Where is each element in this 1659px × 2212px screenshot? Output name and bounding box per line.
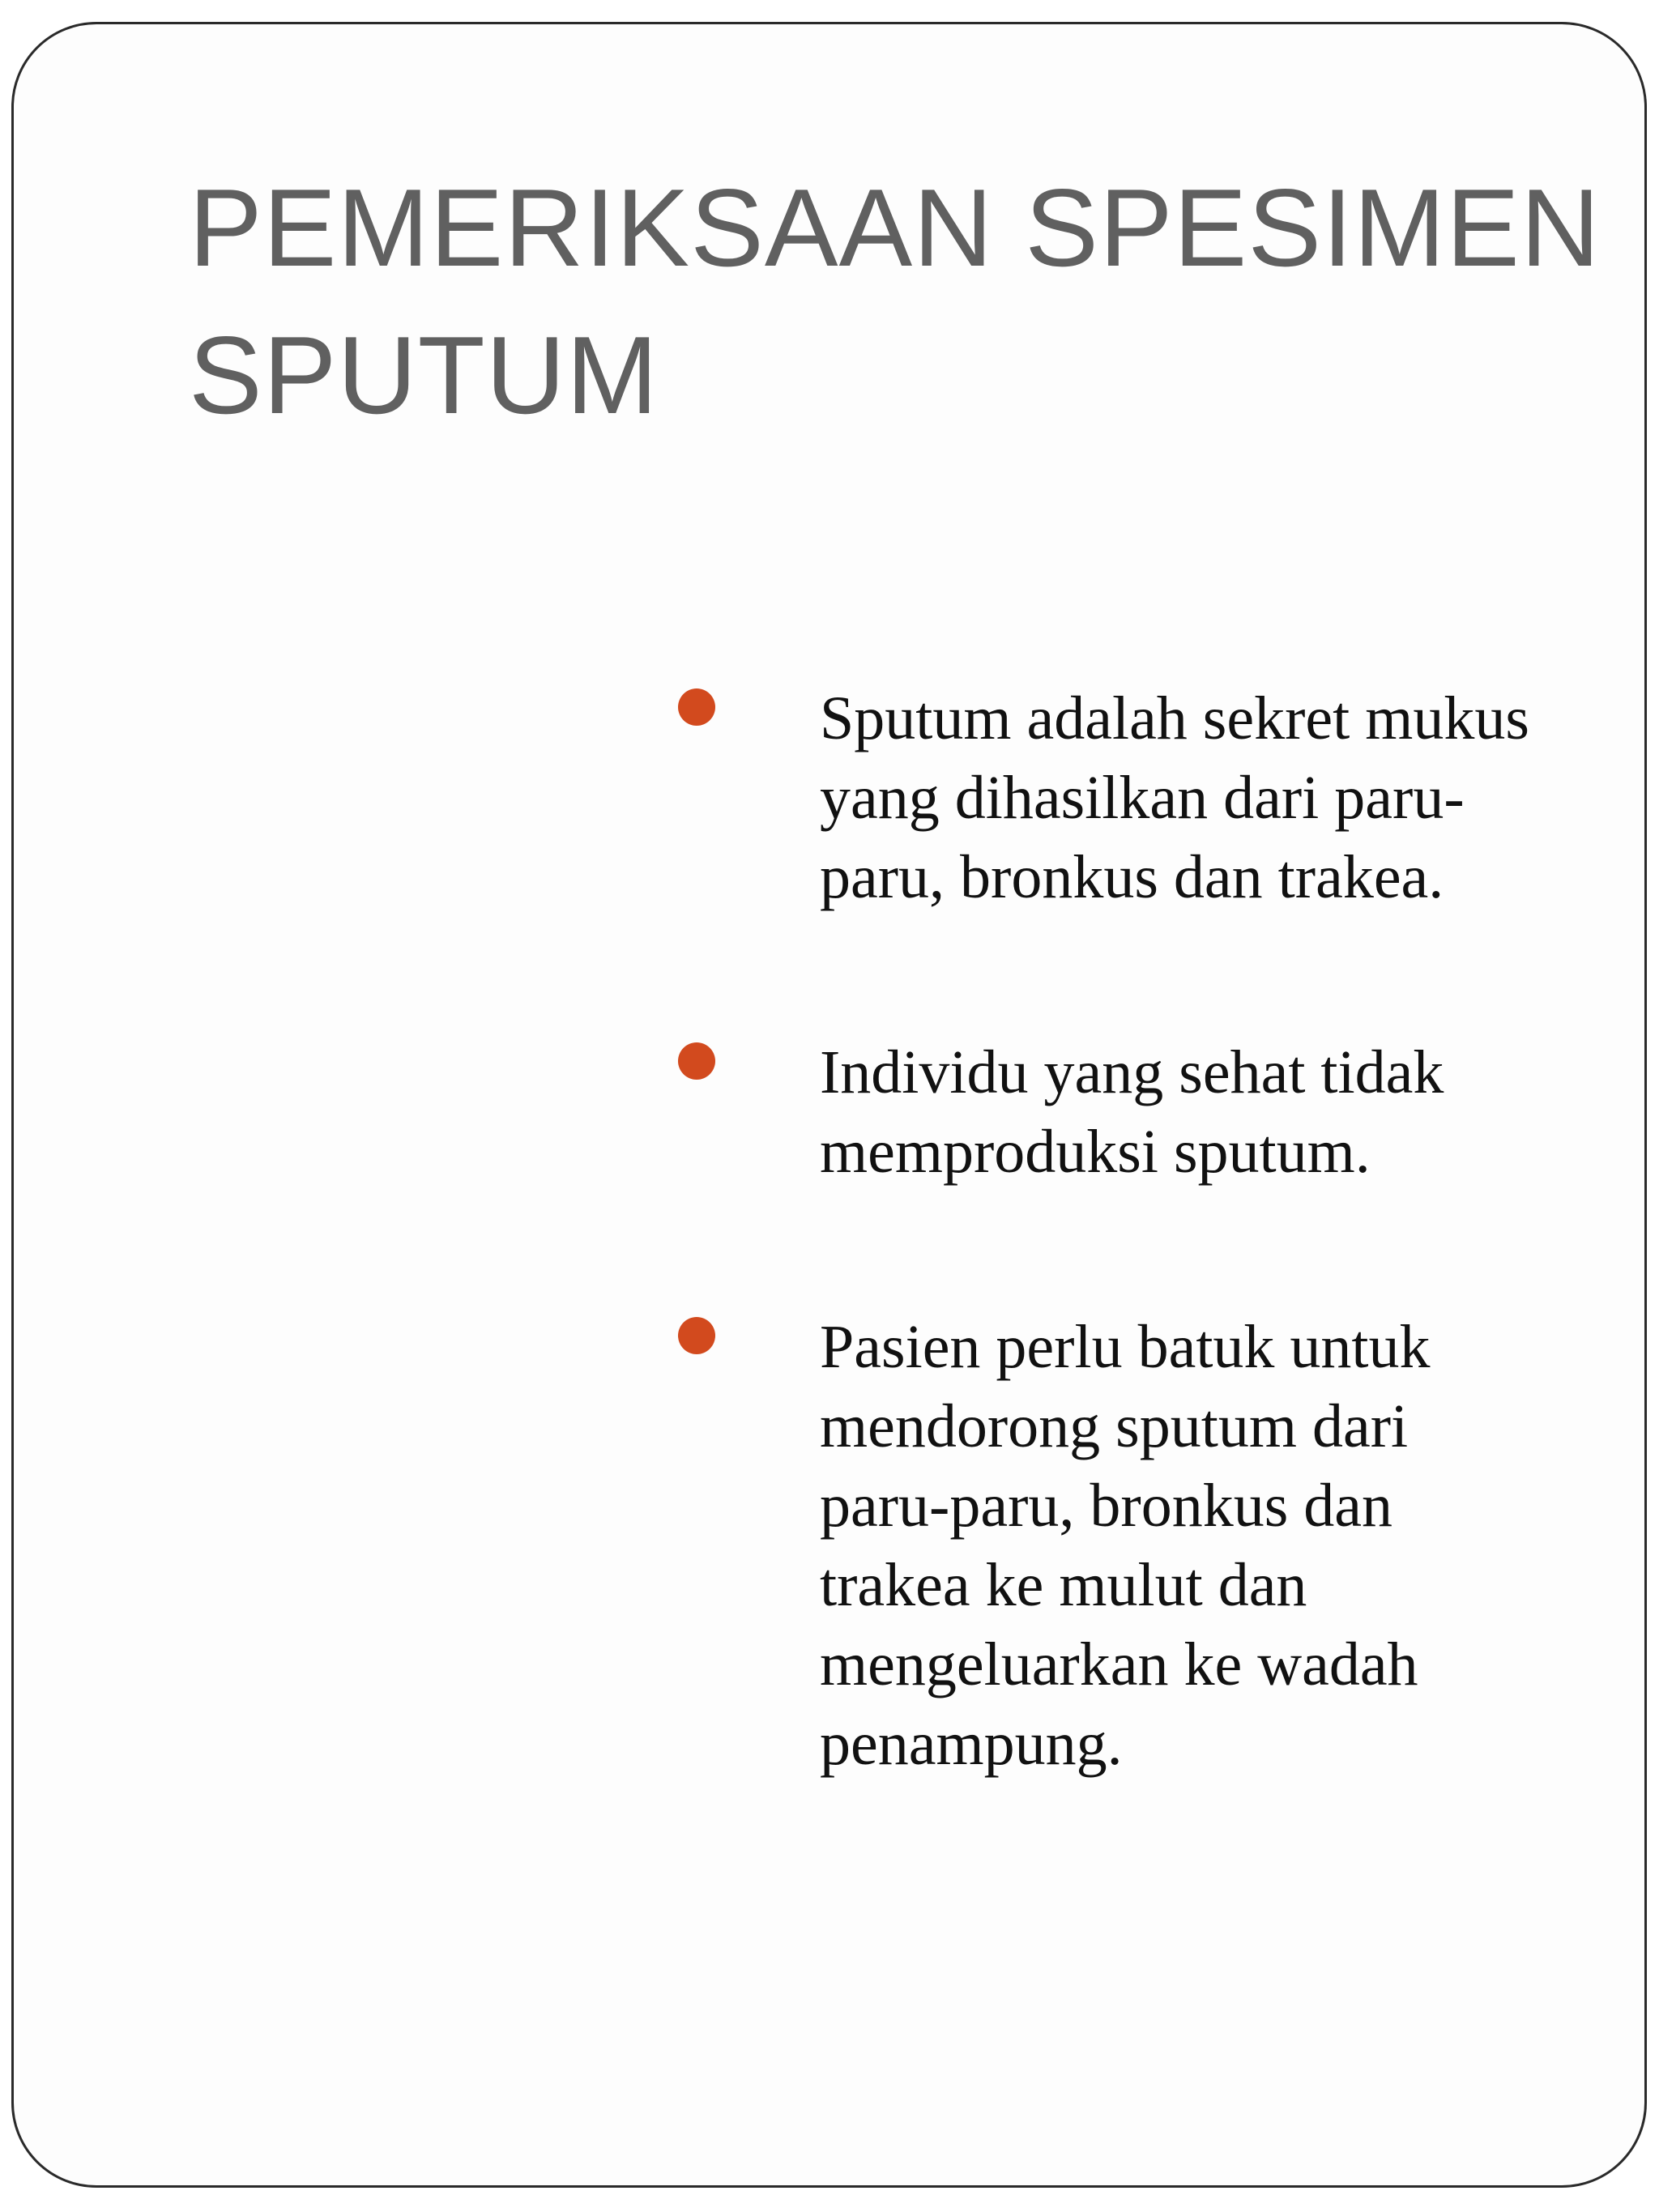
bullet-dot-icon [678,1317,715,1354]
bullet-text-line: Individu yang sehat tidak [820,1038,1444,1106]
slide-title-line: PEMERIKSAAN SPESIMEN [189,166,1601,289]
bullet-text-line: Pasien perlu batuk untuk [820,1313,1431,1381]
bullet-dot-icon [678,1042,715,1080]
bullet-text-line: Sputum adalah sekret mukus [820,684,1529,752]
bullet-text-line: paru-paru, bronkus dan [820,1472,1393,1540]
slide-title-line: SPUTUM [189,313,659,437]
bullet-dot-icon [678,688,715,726]
bullet-text [820,679,1614,917]
bullet-text-line: trakea ke mulut dan [820,1551,1307,1619]
bullet-text-line: paru, bronkus dan trakea. [820,843,1444,911]
bullet-text [820,1033,1614,1191]
bullet-text-line: yang dihasilkan dari paru- [820,764,1465,832]
bullet-text-line: mendorong sputum dari [820,1392,1409,1460]
bullet-text-line: mengeluarkan ke wadah [820,1630,1418,1698]
bullet-text-line: memproduksi sputum. [820,1118,1371,1186]
bullet-text-line: penampung. [820,1710,1123,1778]
bullet-text [820,1307,1614,1784]
